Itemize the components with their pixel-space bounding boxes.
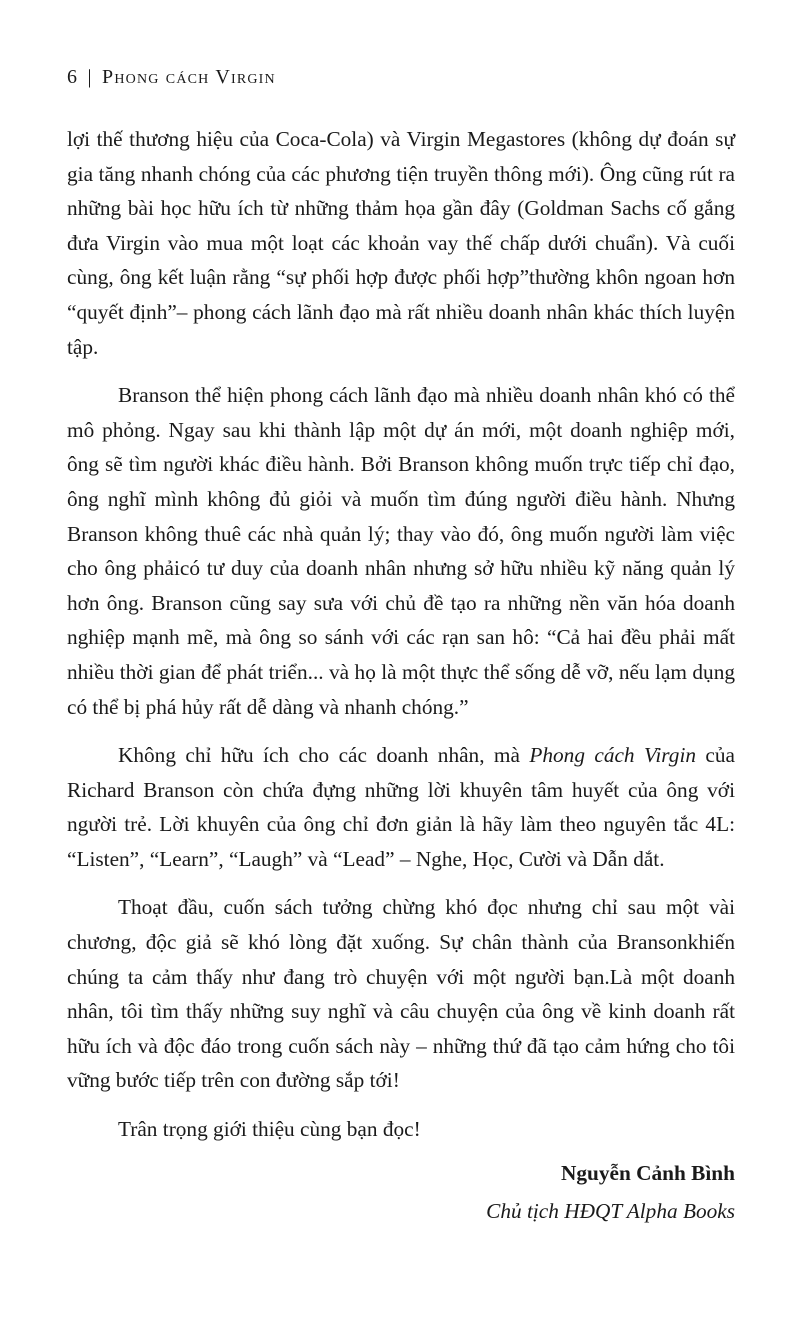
paragraph-5: Trân trọng giới thiệu cùng bạn đọc!: [118, 1117, 421, 1142]
paragraph-2: Branson thể hiện phong cách lãnh đạo mà nhiều doanh nhân khó có thể mô phỏng. Ngay sau khi thành lập một dự án mới, một doanh nghiệp mới, ông sẽ tìm người khác điều hành. Bởi Branson không muốn trực tiếp chỉ đạo, ông nghĩ mình không đủ giỏi và muốn tìm đúng người điều hành. Nhưng Branson không thuê các nhà quản lý; thay vào đó, ông muốn người làm việc cho ông phảicó tư duy của doanh nhân nhưng sở hữu nhiều kỹ năng quản lý hơn ông. Branson cũng say sưa với chủ đề tạo ra những nền văn hóa doanh nghiệp mạnh mẽ, mà ông so sánh với các rạn san hô: “Cả hai đều phải mất nhiều thời gian để phát triển... và họ là một thực thể sống dễ vỡ, nếu lạm dụng có thể bị phá hủy rất dễ dàng và nhanh chóng.”: [67, 383, 735, 719]
signature-block: [486, 1154, 735, 1230]
body-text: [67, 122, 735, 1161]
book-page: [67, 0, 735, 1324]
paragraph-3-before: Không chỉ hữu ích cho các doanh nhân, mà: [118, 743, 530, 768]
running-head: [67, 66, 276, 89]
paragraph-3-after: của Richard Branson còn chứa đựng những lời khuyên tâm huyết của ông với người trẻ. Lời khuyên của ông chỉ đơn giản là hãy làm theo nguyên tắc 4L: “Listen”, “Learn”, “Laugh” và “Lead” – Nghe, Học, Cười và Dẫn dắt.: [67, 743, 735, 871]
paragraph-1: lợi thế thương hiệu của Coca-Cola) và Virgin Megastores (không dự đoán sự gia tăng nhanh chóng của các phương tiện truyền thông mới). Ông cũng rút ra những bài học hữu ích từ những thảm họa gần đây (Goldman Sachs cố gắng đưa Virgin vào mua một loạt các khoản vay thế chấp dưới chuẩn). Và cuối cùng, ông kết luận rằng “sự phối hợp được phối hợp”thường khôn ngoan hơn “quyết định”– phong cách lãnh đạo mà rất nhiều doanh nhân khác thích luyện tập.: [67, 127, 735, 359]
header-separator: |: [87, 66, 93, 88]
paragraph-4: Thoạt đầu, cuốn sách tưởng chừng khó đọc nhưng chỉ sau một vài chương, độc giả sẽ khó lòng đặt xuống. Sự chân thành của Bransonkhiến chúng ta cảm thấy như đang trò chuyện với một người bạn.Là một doanh nhân, tôi tìm thấy những suy nghĩ và câu chuyện của ông về kinh doanh rất hữu ích và độc đáo trong cuốn sách này – những thứ đã tạo cảm hứng cho tôi vững bước tiếp trên con đường sắp tới!: [67, 895, 735, 1093]
paragraph-3: [67, 738, 735, 876]
signature-name: Nguyễn Cảnh Bình: [561, 1161, 735, 1185]
page-number: 6: [67, 66, 78, 88]
book-title: Phong cách Virgin: [102, 66, 276, 88]
book-title-italic: Phong cách Virgin: [529, 743, 697, 768]
signature-role: Chủ tịch HĐQT Alpha Books: [486, 1199, 735, 1223]
